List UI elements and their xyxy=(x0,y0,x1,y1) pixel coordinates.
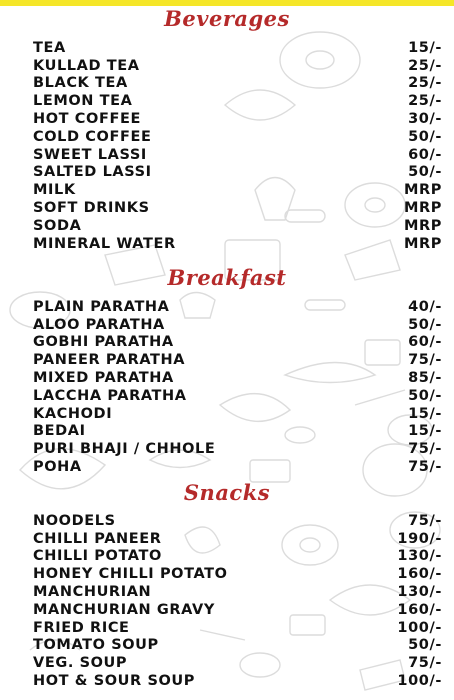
item-name: CHILLI POTATO xyxy=(33,548,162,565)
item-price: 25/- xyxy=(408,93,442,110)
list-item xyxy=(33,110,442,128)
list-item xyxy=(33,75,442,93)
item-name: KULLAD TEA xyxy=(33,57,140,74)
list-item xyxy=(33,235,442,253)
item-price: 15/- xyxy=(408,39,442,56)
item-name: KACHODI xyxy=(33,405,113,422)
section-title-snacks: Snacks xyxy=(183,480,271,505)
list-item xyxy=(33,619,442,637)
item-price: 50/- xyxy=(408,637,442,654)
item-name: HOT COFFEE xyxy=(33,111,141,128)
list-item xyxy=(33,672,442,690)
item-name: ALOO PARATHA xyxy=(33,316,165,333)
item-price: MRP xyxy=(403,235,442,252)
list-item xyxy=(33,128,442,146)
item-name: VEG. SOUP xyxy=(33,655,128,672)
list-item xyxy=(33,387,442,405)
list-item xyxy=(33,334,442,352)
list-item xyxy=(33,530,442,548)
item-name: MILK xyxy=(33,182,76,199)
list-item xyxy=(33,458,442,476)
item-price: 60/- xyxy=(408,334,442,351)
item-name: FRIED RICE xyxy=(33,619,130,636)
item-name: NOODELS xyxy=(33,512,116,529)
list-item xyxy=(33,164,442,182)
item-name: MIXED PARATHA xyxy=(33,370,174,387)
item-name: SODA xyxy=(33,217,82,234)
item-price: 75/- xyxy=(408,655,442,672)
list-item xyxy=(33,601,442,619)
item-price: 50/- xyxy=(408,164,442,181)
item-price: 130/- xyxy=(397,584,442,601)
list-item xyxy=(33,369,442,387)
item-name: GOBHI PARATHA xyxy=(33,334,174,351)
list-item xyxy=(33,440,442,458)
item-price: MRP xyxy=(403,200,442,217)
item-name: SOFT DRINKS xyxy=(33,200,150,217)
item-price: 75/- xyxy=(408,459,442,476)
list-item xyxy=(33,351,442,369)
item-price: 15/- xyxy=(408,423,442,440)
list-item xyxy=(33,637,442,655)
item-price: 190/- xyxy=(397,530,442,547)
item-name: TOMATO SOUP xyxy=(33,637,159,654)
list-item xyxy=(33,57,442,75)
item-price: 50/- xyxy=(408,387,442,404)
list-item xyxy=(33,199,442,217)
item-name: MANCHURIAN xyxy=(33,584,152,601)
list-item xyxy=(33,92,442,110)
list-item xyxy=(33,316,442,334)
section-title-breakfast: Breakfast xyxy=(167,265,287,290)
item-name: TEA xyxy=(33,39,66,56)
item-name: SALTED LASSI xyxy=(33,164,152,181)
list-item xyxy=(33,39,442,57)
item-price: 25/- xyxy=(408,57,442,74)
item-price: 50/- xyxy=(408,128,442,145)
section-title-beverages: Beverages xyxy=(164,6,290,31)
item-name: PURI BHAJI / CHHOLE xyxy=(33,441,216,458)
item-price: 100/- xyxy=(397,619,442,636)
item-price: 50/- xyxy=(408,316,442,333)
item-name: POHA xyxy=(33,459,82,476)
item-name: MINERAL WATER xyxy=(33,235,176,252)
item-price: 75/- xyxy=(408,441,442,458)
item-price: 75/- xyxy=(408,512,442,529)
item-name: BLACK TEA xyxy=(33,75,128,92)
item-name: HOT & SOUR SOUP xyxy=(33,673,196,690)
item-name: LACCHA PARATHA xyxy=(33,387,187,404)
item-price: MRP xyxy=(403,217,442,234)
item-price: MRP xyxy=(403,182,442,199)
item-name: PLAIN PARATHA xyxy=(33,298,170,315)
beverages-list xyxy=(33,39,442,253)
item-name: HONEY CHILLI POTATO xyxy=(33,566,228,583)
item-price: 100/- xyxy=(397,673,442,690)
breakfast-list xyxy=(33,298,442,476)
list-item xyxy=(33,217,442,235)
item-price: 160/- xyxy=(397,601,442,618)
item-name: LEMON TEA xyxy=(33,93,133,110)
item-price: 160/- xyxy=(397,566,442,583)
item-price: 60/- xyxy=(408,146,442,163)
item-name: BEDAI xyxy=(33,423,86,440)
list-item xyxy=(33,405,442,423)
item-name: SWEET LASSI xyxy=(33,146,147,163)
item-name: PANEER PARATHA xyxy=(33,352,186,369)
snacks-list xyxy=(33,512,442,690)
list-item xyxy=(33,583,442,601)
list-item xyxy=(33,654,442,672)
list-item xyxy=(33,548,442,566)
item-price: 85/- xyxy=(408,370,442,387)
list-item xyxy=(33,423,442,441)
list-item xyxy=(33,512,442,530)
item-name: MANCHURIAN GRAVY xyxy=(33,601,215,618)
item-price: 25/- xyxy=(408,75,442,92)
list-item xyxy=(33,298,442,316)
item-price: 75/- xyxy=(408,352,442,369)
list-item xyxy=(33,181,442,199)
item-name: COLD COFFEE xyxy=(33,128,152,145)
item-name: CHILLI PANEER xyxy=(33,530,162,547)
list-item xyxy=(33,146,442,164)
item-price: 40/- xyxy=(408,298,442,315)
item-price: 30/- xyxy=(408,111,442,128)
item-price: 15/- xyxy=(408,405,442,422)
list-item xyxy=(33,565,442,583)
item-price: 130/- xyxy=(397,548,442,565)
